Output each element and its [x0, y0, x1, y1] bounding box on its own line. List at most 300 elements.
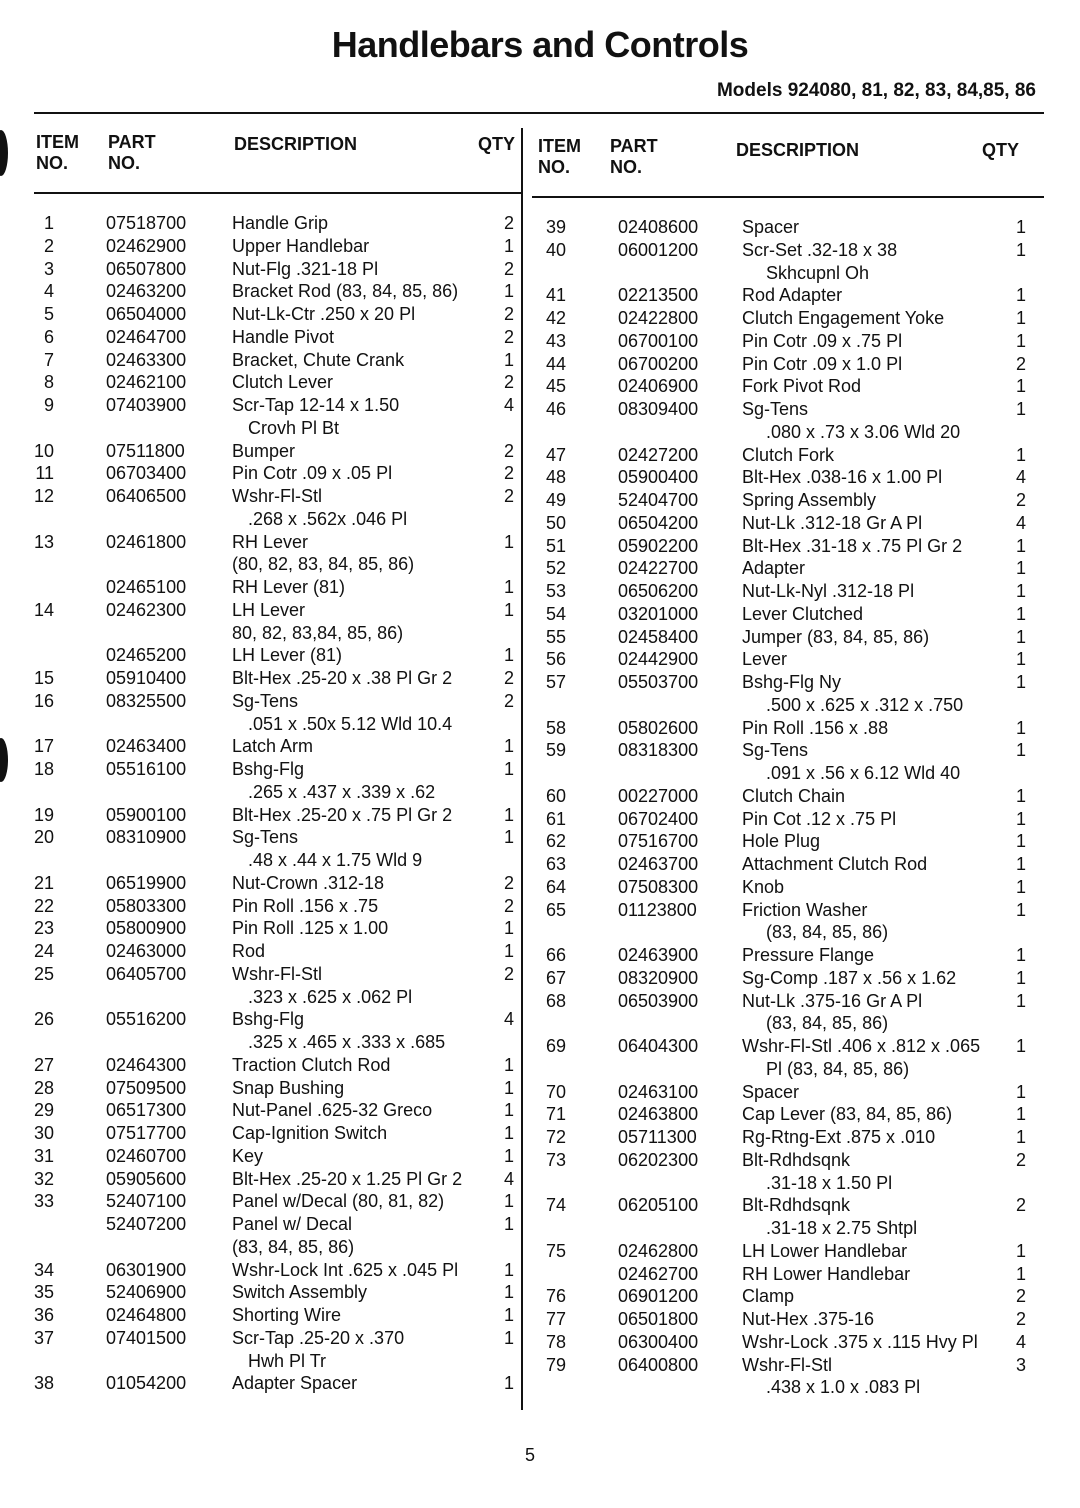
item-number: 33 [33, 1191, 54, 1212]
table-row [0, 963, 520, 986]
item-number: 37 [33, 1327, 54, 1348]
part-number: 02422700 [618, 558, 699, 579]
quantity: 2 [503, 690, 514, 711]
item-number: 67 [545, 967, 566, 988]
header-item-no: NO. [36, 153, 69, 173]
description: Upper Handlebar [232, 235, 370, 256]
table-row [0, 1008, 520, 1031]
table-row [522, 1217, 1080, 1240]
part-number: 06504200 [618, 512, 699, 533]
item-number: 12 [33, 486, 54, 506]
quantity: 2 [503, 326, 514, 347]
part-number: 05905600 [106, 1168, 187, 1189]
description: Switch Assembly [232, 1282, 368, 1303]
table-row [522, 535, 1080, 558]
description: (80, 82, 83, 84, 85, 86) [232, 554, 415, 575]
table-row [522, 262, 1080, 285]
table-row [0, 1327, 520, 1350]
part-number: 02462800 [618, 1240, 699, 1261]
description: Adapter Spacer [232, 1373, 358, 1394]
table-row [522, 1012, 1080, 1035]
quantity: 1 [1015, 581, 1026, 601]
description: Crovh Pl Bt [248, 417, 340, 438]
description: .265 x .437 x .339 x .62 [248, 781, 436, 802]
part-number: 52404700 [618, 490, 699, 510]
quantity: 4 [1015, 1331, 1026, 1352]
table-row [0, 1099, 520, 1122]
quantity: 1 [1015, 376, 1026, 397]
table-row [0, 326, 520, 349]
table-row [0, 440, 520, 463]
item-number: 43 [545, 330, 566, 351]
description: Nut-Lk .375-16 Gr A Pl [742, 990, 923, 1011]
item-number: 24 [33, 941, 54, 961]
table-row [0, 280, 520, 303]
part-number: 06504000 [106, 304, 187, 324]
description: Handle Pivot [232, 326, 335, 347]
table-row [522, 603, 1080, 626]
table-row [0, 781, 520, 804]
header-part: PART [610, 136, 658, 156]
quantity: 1 [1015, 1104, 1026, 1125]
table-row [522, 1285, 1080, 1308]
description: Lever Clutched [742, 603, 864, 624]
item-number: 55 [545, 626, 566, 647]
part-number: 06503900 [618, 990, 699, 1011]
table-row [522, 444, 1080, 467]
quantity: 1 [503, 281, 514, 302]
item-number: 29 [33, 1100, 54, 1121]
part-number: 07518700 [106, 213, 187, 233]
table-row [0, 986, 520, 1009]
part-number: 52406900 [106, 1282, 187, 1303]
quantity: 1 [503, 941, 514, 961]
description: .31-18 x 2.75 Shtpl [766, 1218, 918, 1238]
quantity: 1 [503, 804, 514, 825]
part-number: 01123800 [618, 899, 697, 920]
table-row [522, 398, 1080, 421]
table-row [522, 330, 1080, 353]
part-number: 00227000 [618, 785, 699, 806]
table-row [0, 303, 520, 326]
part-number: 02463200 [106, 281, 187, 302]
table-row [522, 512, 1080, 535]
table-row [522, 1376, 1080, 1399]
table-row [522, 1354, 1080, 1377]
part-number: 07403900 [106, 395, 187, 415]
description: Blt-Hex .25-20 x .75 Pl Gr 2 [232, 804, 453, 825]
table-row [522, 1240, 1080, 1263]
part-number: 06703400 [106, 463, 187, 484]
part-number: 07401500 [106, 1327, 187, 1348]
quantity: 1 [503, 1145, 514, 1166]
description: Key [232, 1145, 264, 1166]
table-row [0, 1304, 520, 1327]
quantity: 1 [1015, 308, 1026, 328]
item-number: 40 [545, 239, 566, 260]
item-number: 31 [33, 1145, 54, 1166]
header-description: DESCRIPTION [234, 134, 358, 154]
description: Lever [742, 649, 788, 670]
header-rule-top [34, 112, 1044, 114]
description: Wshr-Lock Int .625 x .045 Pl [232, 1259, 459, 1280]
item-number: 28 [33, 1077, 54, 1098]
item-number: 10 [33, 440, 54, 461]
description: Bshg-Flg [232, 1009, 305, 1030]
description: Spring Assembly [742, 490, 877, 510]
description: Bshg-Flg [232, 759, 305, 779]
description: Clutch Fork [742, 444, 835, 465]
item-number: 61 [545, 808, 566, 829]
description: Bumper [232, 440, 296, 461]
part-number: 02465100 [106, 577, 187, 597]
table-row [522, 739, 1080, 762]
part-number: 06205100 [618, 1195, 699, 1216]
quantity: 1 [1015, 740, 1026, 761]
quantity: 1 [1015, 785, 1026, 806]
quantity: 2 [503, 440, 514, 461]
item-number: 53 [545, 581, 566, 601]
table-row [0, 804, 520, 827]
part-number: 02464800 [106, 1305, 187, 1325]
part-number: 07516700 [618, 831, 699, 852]
table-row [0, 1372, 520, 1395]
quantity: 2 [503, 213, 514, 233]
table-row [0, 1145, 520, 1168]
quantity: 2 [503, 963, 514, 984]
item-number: 22 [33, 895, 54, 916]
quantity: 2 [503, 668, 514, 688]
table-row [522, 1081, 1080, 1104]
part-number: 02463300 [106, 349, 187, 370]
item-number: 71 [545, 1104, 566, 1125]
table-row [0, 485, 520, 508]
quantity: 2 [1015, 1286, 1026, 1307]
item-number: 76 [545, 1286, 566, 1307]
part-number: 07508300 [618, 876, 699, 897]
part-number: 08320900 [618, 967, 699, 988]
description: .325 x .465 x .333 x .685 [248, 1032, 446, 1052]
description: Blt-Rdhdsqnk [742, 1195, 851, 1216]
quantity: 1 [1015, 945, 1026, 965]
description: Blt-Rdhdsqnk [742, 1149, 851, 1170]
quantity: 1 [503, 1077, 514, 1098]
description: Nut-Crown .312-18 [232, 872, 385, 893]
quantity: 1 [503, 235, 514, 256]
part-number: 08318300 [618, 740, 699, 761]
quantity: 1 [503, 759, 514, 779]
header-part-no: NO. [610, 157, 643, 177]
table-row [522, 1126, 1080, 1149]
description: Spacer [742, 1081, 800, 1102]
item-number: 75 [545, 1240, 566, 1261]
part-number: 05802600 [618, 717, 699, 738]
quantity: 1 [1015, 1240, 1026, 1261]
description: .091 x .56 x 6.12 Wld 40 [766, 763, 961, 783]
description: Shorting Wire [232, 1305, 342, 1325]
part-number: 05516100 [106, 759, 187, 779]
part-number: 05503700 [618, 672, 699, 692]
quantity: 1 [503, 349, 514, 370]
description: Rg-Rtng-Ext .875 x .010 [742, 1127, 936, 1147]
quantity: 2 [1015, 1149, 1026, 1170]
part-number: 02465200 [106, 645, 187, 666]
description: .268 x .562x .046 Pl [248, 508, 408, 529]
description: LH Lever (81) [232, 645, 343, 666]
quantity: 1 [1015, 1263, 1026, 1284]
page-number: 5 [524, 1445, 535, 1465]
item-number: 19 [33, 804, 54, 825]
quantity: 1 [1015, 899, 1026, 920]
description: Sg-Tens [742, 399, 809, 419]
quantity: 1 [503, 1191, 514, 1212]
description: Hole Plug [742, 831, 821, 852]
quantity: 4 [503, 395, 514, 415]
table-row [0, 849, 520, 872]
quantity: 1 [1015, 399, 1026, 419]
item-number: 79 [545, 1354, 566, 1375]
part-number: 02464700 [106, 326, 187, 347]
part-number: 02462900 [106, 235, 187, 256]
table-row [0, 895, 520, 918]
description: Nut-Lk .312-18 Gr A Pl [742, 512, 923, 533]
item-number: 13 [33, 531, 54, 552]
description: Wshr-Fl-Stl [742, 1354, 832, 1375]
table-row [522, 1103, 1080, 1126]
item-number: 62 [545, 831, 566, 852]
item-number: 60 [545, 785, 566, 806]
table-row [0, 758, 520, 781]
table-row [0, 349, 520, 372]
part-number: 02458400 [618, 626, 699, 647]
part-number: 02463700 [618, 854, 699, 874]
item-number: 45 [545, 376, 566, 397]
part-number: 02460700 [106, 1145, 187, 1166]
quantity: 4 [1015, 512, 1026, 533]
quantity: 1 [503, 1214, 514, 1234]
item-number: 72 [545, 1127, 566, 1147]
description: .051 x .50x 5.12 Wld 10.4 [248, 713, 453, 734]
quantity: 1 [1015, 603, 1026, 624]
table-row [0, 1054, 520, 1077]
description: Pressure Flange [742, 945, 875, 965]
item-number: 18 [33, 759, 54, 779]
part-number: 02442900 [618, 649, 699, 670]
part-number: 07517700 [106, 1123, 187, 1143]
quantity: 1 [1015, 626, 1026, 647]
quantity: 1 [503, 1054, 514, 1075]
part-number: 08325500 [106, 690, 187, 711]
table-row [522, 626, 1080, 649]
table-row [522, 762, 1080, 785]
description: Rod Adapter [742, 285, 843, 306]
part-number: 02463000 [106, 941, 187, 961]
table-row [522, 284, 1080, 307]
quantity: 2 [503, 463, 514, 484]
part-number: 05516200 [106, 1009, 187, 1030]
part-number: 06301900 [106, 1259, 187, 1280]
quantity: 1 [503, 1259, 514, 1280]
item-number: 21 [33, 872, 54, 893]
part-number: 07511800 [106, 440, 185, 461]
description: .438 x 1.0 x .083 Pl [766, 1377, 921, 1398]
table-row [0, 940, 520, 963]
part-number: 05902200 [618, 535, 699, 556]
item-number: 50 [545, 512, 566, 533]
item-number: 65 [545, 899, 566, 920]
description: Sg-Tens [232, 690, 299, 711]
table-row [0, 1031, 520, 1054]
part-number: 02464300 [106, 1054, 187, 1075]
part-number: 06519900 [106, 872, 187, 893]
quantity: 1 [1015, 672, 1026, 692]
item-number: 16 [33, 690, 54, 711]
description: Rod [232, 941, 266, 961]
quantity: 1 [503, 1327, 514, 1348]
quantity: 1 [503, 918, 514, 939]
item-number: 20 [33, 827, 54, 848]
description: Clamp [742, 1286, 795, 1307]
quantity: 2 [503, 372, 514, 393]
part-number: 06702400 [618, 808, 699, 829]
table-row [0, 1190, 520, 1213]
description: Pl (83, 84, 85, 86) [766, 1058, 910, 1079]
table-row [522, 239, 1080, 262]
description: Snap Bushing [232, 1077, 345, 1098]
item-number: 34 [33, 1259, 54, 1280]
description: Panel w/ Decal [232, 1214, 353, 1234]
description: .48 x .44 x 1.75 Wld 9 [248, 850, 423, 870]
part-number: 02406900 [618, 376, 699, 397]
part-number: 06700200 [618, 353, 699, 374]
description: Sg-Comp .187 x .56 x 1.62 [742, 967, 957, 988]
description: (83, 84, 85, 86) [232, 1236, 355, 1257]
quantity: 1 [503, 1373, 514, 1394]
description: Pin Cot .12 x .75 Pl [742, 808, 897, 829]
table-row [522, 1194, 1080, 1217]
header-part-no: NO. [108, 153, 141, 173]
quantity: 1 [1015, 649, 1026, 670]
description: LH Lower Handlebar [742, 1240, 908, 1261]
table-row [0, 599, 520, 622]
header-qty: QTY [982, 140, 1020, 160]
item-number: 30 [33, 1123, 54, 1143]
description: Pin Cotr .09 x 1.0 Pl [742, 353, 903, 374]
header-part: PART [108, 132, 156, 152]
description: Attachment Clutch Rod [742, 854, 928, 874]
quantity: 1 [503, 827, 514, 848]
quantity: 1 [503, 1305, 514, 1325]
part-number: 06501800 [618, 1309, 699, 1329]
table-row [522, 421, 1080, 444]
part-number: 02213500 [618, 285, 699, 306]
quantity: 1 [1015, 876, 1026, 897]
part-number: 06517300 [106, 1100, 187, 1121]
part-number: 08310900 [106, 827, 187, 848]
table-row [0, 235, 520, 258]
item-number: 32 [33, 1168, 54, 1189]
part-number: 02422800 [618, 308, 699, 328]
item-number: 47 [545, 444, 566, 465]
description: Pin Cotr .09 x .05 Pl [232, 463, 393, 484]
table-row [522, 876, 1080, 899]
description: Wshr-Fl-Stl [232, 963, 322, 984]
table-row [0, 735, 520, 758]
part-number: 52407100 [106, 1191, 187, 1212]
description: Blt-Hex .31-18 x .75 Pl Gr 2 [742, 535, 963, 556]
description: Knob [742, 876, 785, 897]
quantity: 2 [1015, 1195, 1026, 1216]
item-number: 69 [545, 1036, 566, 1056]
description: Scr-Set .32-18 x 38 [742, 239, 898, 260]
item-number: 52 [545, 558, 566, 579]
table-row [522, 808, 1080, 831]
item-number: 58 [545, 717, 566, 738]
description: .323 x .625 x .062 Pl [248, 986, 413, 1007]
quantity: 2 [1015, 490, 1026, 510]
models-subtitle: Models 924080, 81, 82, 83, 84,85, 86 [716, 80, 1036, 101]
table-row [0, 1259, 520, 1282]
part-number: 06400800 [618, 1354, 699, 1375]
description: Cap Lever (83, 84, 85, 86) [742, 1104, 953, 1125]
quantity: 2 [503, 486, 514, 506]
right-column-header [0, 136, 1080, 186]
part-number: 07509500 [106, 1077, 187, 1098]
description: RH Lever [232, 531, 309, 552]
part-number: 08309400 [618, 399, 699, 419]
header-qty: QTY [478, 134, 516, 154]
item-number: 7 [43, 349, 54, 370]
table-row [0, 917, 520, 940]
quantity: 2 [1015, 1309, 1026, 1329]
description: Hwh Pl Tr [248, 1350, 327, 1371]
item-number: 78 [545, 1331, 566, 1352]
table-row [0, 826, 520, 849]
item-number: 56 [545, 649, 566, 670]
item-number: 36 [33, 1305, 54, 1325]
description: Sg-Tens [742, 740, 809, 761]
part-number: 01054200 [106, 1373, 187, 1394]
item-number: 38 [33, 1373, 54, 1394]
table-row [522, 489, 1080, 512]
quantity: 1 [1015, 1081, 1026, 1102]
quantity: 1 [503, 736, 514, 757]
table-row [522, 830, 1080, 853]
description: Pin Roll .156 x .75 [232, 895, 379, 916]
description: Pin Cotr .09 x .75 Pl [742, 330, 903, 351]
table-row [0, 462, 520, 485]
description: Latch Arm [232, 736, 314, 757]
table-row [0, 394, 520, 417]
quantity: 2 [503, 258, 514, 279]
description: Friction Washer [742, 899, 868, 920]
table-row [522, 899, 1080, 922]
item-number: 57 [545, 672, 566, 692]
table-row [522, 466, 1080, 489]
table-row [0, 1281, 520, 1304]
table-row [522, 1263, 1080, 1286]
item-number: 74 [545, 1195, 566, 1216]
part-number: 02461800 [106, 531, 187, 552]
part-number: 02408600 [618, 217, 699, 237]
description: Handle Grip [232, 213, 329, 233]
quantity: 1 [1015, 239, 1026, 260]
quantity: 1 [1015, 831, 1026, 852]
quantity: 1 [503, 1123, 514, 1143]
header-item: ITEM [538, 136, 581, 156]
table-row [522, 648, 1080, 671]
table-row [522, 1172, 1080, 1195]
